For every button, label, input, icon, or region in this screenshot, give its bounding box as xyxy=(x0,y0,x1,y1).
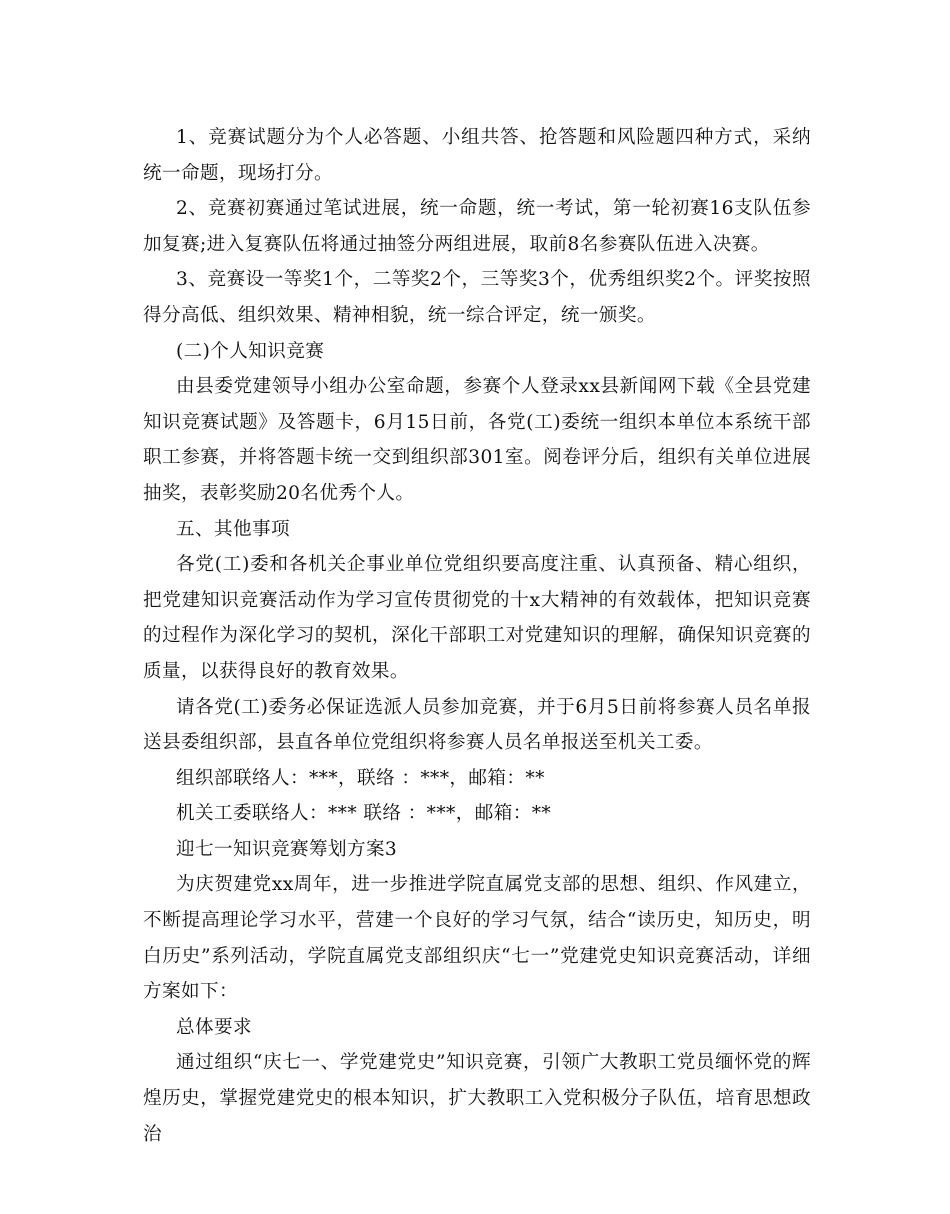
document-body xyxy=(143,120,811,1152)
section-heading-individual-contest: (二)个人知识竞赛 xyxy=(176,340,325,362)
paragraph-other-matters: 各党(工)委和各机关企事业单位党组织要高度注重、认真预备、精心组织，把党建知识竞赛活动作为学习宣传贯彻党的十x大精神的有效载体，把知识竞赛的过程作为深化学习的契机，深化干部职工对党建知识的理解，确保知识竞赛的质量，以获得良好的教育效果。 xyxy=(143,554,811,682)
plan-title: 迎七一知识竞赛筹划方案3 xyxy=(176,838,398,860)
paragraph-participant-list: 请各党(工)委务必保证选派人员参加竞赛，并于6月5日前将参赛人员名单报送县委组织部，县直各单位党组织将参赛人员名单报送至机关工委。 xyxy=(143,696,811,754)
paragraph-item-3: 3、竞赛设一等奖1个，二等奖2个，三等奖3个，优秀组织奖2个。评奖按照得分高低、组织效果、精神相貌，统一综合评定，统一颁奖。 xyxy=(143,269,811,326)
contact-organization-dept: 组织部联络人：***，联络 ：***，邮箱：** xyxy=(176,767,545,789)
contact-working-committee: 机关工委联络人：*** 联络 ：***，邮箱：** xyxy=(176,803,552,825)
paragraph-overall-requirements: 通过组织“庆七一、学党建党史”知识竞赛，引领广大教职工党员缅怀党的辉煌历史，掌握党建党史的根本知识，扩大教职工入党积极分子队伍，培育思想政治 xyxy=(143,1052,811,1145)
section-heading-overall-requirements: 总体要求 xyxy=(176,1016,252,1038)
paragraph-item-2: 2、竞赛初赛通过笔试进展，统一命题，统一考试，第一轮初赛16支队伍参加复赛;进入复赛队伍将通过抽签分两组进展，取前8名参赛队伍进入决赛。 xyxy=(143,198,811,255)
section-heading-other-matters: 五、其他事项 xyxy=(176,518,290,540)
paragraph-item-1: 1、竞赛试题分为个人必答题、小组共答、抢答题和风险题四种方式，采纳统一命题，现场打分。 xyxy=(143,127,811,184)
paragraph-plan-intro: 为庆贺建党xx周年，进一步推进学院直属党支部的思想、组织、作风建立，不断提高理论学习水平，营建一个良好的学习气氛，结合“读历史，知历史，明白历史”系列活动，学院直属党支部组织庆“七一”党建党史知识竞赛活动，详细方案如下： xyxy=(143,874,811,1003)
paragraph-individual-contest: 由县委党建领导小组办公室命题，参赛个人登录xx县新闻网下载《全县党建知识竞赛试题》及答题卡，6月15日前，各党(工)委统一组织本单位本系统干部职工参赛，并将答题卡统一交到组织部301室。阅卷评分后，组织有关单位进展抽奖，表彰奖励20名优秀个人。 xyxy=(143,376,811,504)
